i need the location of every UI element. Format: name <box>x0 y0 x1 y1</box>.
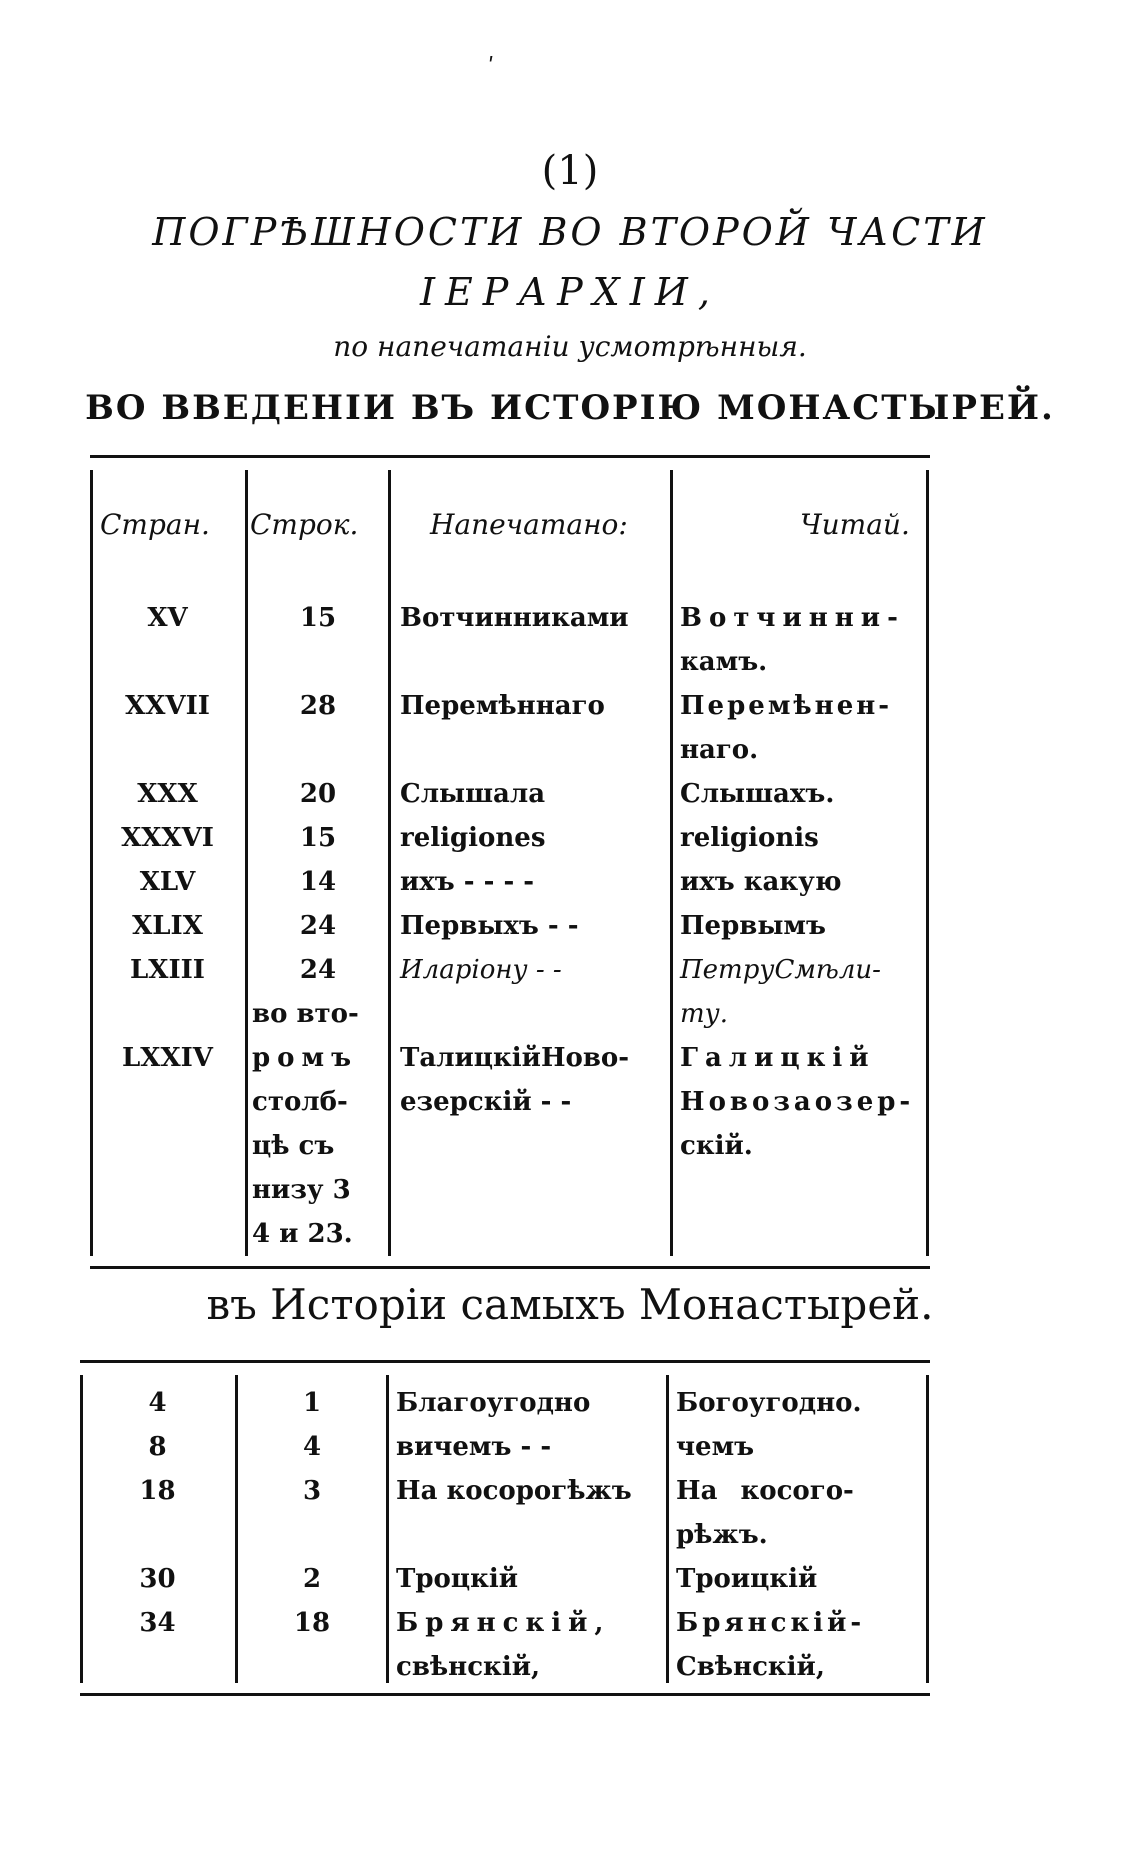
table-row-read: ПетруСмѣли- <box>680 955 881 985</box>
table-row-read-cont: рѣжъ. <box>676 1520 768 1550</box>
table-row-printed: ТалицкiйНово- <box>400 1043 630 1073</box>
table-row-read: Вотчинни- <box>680 603 905 633</box>
table-row-line: 24 <box>299 911 337 941</box>
table-row-page: 30 <box>139 1564 176 1594</box>
table-row-read: Троицкiй <box>676 1564 818 1594</box>
table-row-page: XLIX <box>132 911 203 941</box>
table-row-read-cont: ту. <box>680 999 729 1029</box>
table-row-line-cont: ромъ <box>252 1043 359 1073</box>
table-row-read: Слышахъ. <box>680 779 835 809</box>
table-rule <box>386 1375 389 1683</box>
margin-mark: ʹ <box>488 55 495 80</box>
table-rule <box>670 470 673 1256</box>
table-row-line-cont: столб- <box>252 1087 348 1117</box>
table-row-read: Брянскiй- <box>676 1608 866 1638</box>
table-row-line: 20 <box>299 779 337 809</box>
table-rule <box>926 470 929 1256</box>
table-row-printed: вичемъ - - <box>396 1432 552 1462</box>
table-row-line-cont: 4 и 23. <box>252 1219 353 1249</box>
table-row-line: 15 <box>299 823 337 853</box>
table-row-page: 34 <box>139 1608 176 1638</box>
table-row-printed: ихъ - - - - <box>400 867 535 897</box>
table-row-page: XXVII <box>125 691 210 721</box>
errata-table-monasteries <box>80 1360 930 1696</box>
column-header-page: Стран. <box>100 508 210 541</box>
column-header-printed: Напечатано: <box>430 508 628 541</box>
table-row-read-cont: скiй. <box>680 1131 753 1161</box>
table-row-page: XV <box>147 603 188 633</box>
table-row-page: 4 <box>148 1388 167 1418</box>
table-row-page: 8 <box>148 1432 167 1462</box>
table-row-read: Первымъ <box>680 911 826 941</box>
table-row-page: 18 <box>139 1476 176 1506</box>
errata-table-introduction <box>90 455 930 1269</box>
table-row-line: 1 <box>302 1388 322 1418</box>
table-row-line: 15 <box>299 603 337 633</box>
table-row-printed: Троцкiй <box>396 1564 519 1594</box>
table-row-read-cont: наго. <box>680 735 759 765</box>
section2-heading: въ Исторiи самыхъ Монастырей. <box>206 1280 934 1329</box>
table-row-printed: Благоугодно <box>396 1388 591 1418</box>
table-row-page: XXX <box>137 779 198 809</box>
table-row-read-cont: Свѣнскiй, <box>676 1652 825 1682</box>
page-number: (1) <box>541 148 599 194</box>
table-row-line: во вто- <box>252 999 359 1029</box>
table-row-printed: Вотчинниками <box>400 603 629 633</box>
table-rule <box>388 470 391 1256</box>
table-row-read: Богоугодно. <box>676 1388 862 1418</box>
table-row-page: XLV <box>139 867 196 897</box>
table-row-read: На косого- <box>676 1476 854 1506</box>
table-row-line: 14 <box>299 867 337 897</box>
table-row-page: XXXVI <box>121 823 214 853</box>
table-row-printed: Слышала <box>400 779 546 809</box>
table-row-read: чемъ <box>676 1432 755 1462</box>
table-row-read: ихъ какую <box>680 867 842 897</box>
table-row-line: 2 <box>302 1564 322 1594</box>
table-row-read: Галицкiй <box>680 1043 876 1073</box>
table-row-page: LXIII <box>130 955 205 985</box>
title-line-1: ПОГРѢШНОСТИ ВО ВТОРОЙ ЧАСТИ <box>152 210 988 254</box>
table-row-read-cont: камъ. <box>680 647 768 677</box>
table-row-printed: На косорогѣжъ <box>396 1476 632 1506</box>
section1-heading: ВО ВВЕДЕНIИ ВЪ ИСТОРIЮ МОНАСТЫРЕЙ. <box>85 388 1055 428</box>
title-line-3: по напечатанiи усмотрѣнныя. <box>333 330 807 363</box>
table-row-printed: Иларiону - - <box>400 955 562 985</box>
column-header-read: Читай. <box>800 508 910 541</box>
table-row-printed-cont: свѣнскiй, <box>396 1652 541 1682</box>
table-row-line: 3 <box>302 1476 322 1506</box>
table-row-line: 4 <box>302 1432 322 1462</box>
table-row-printed: Перемѣннаго <box>400 691 605 721</box>
table-row-printed: Первыхъ - - <box>400 911 579 941</box>
table-rule <box>666 1375 669 1683</box>
table-row-printed-cont: езерскiй - - <box>400 1087 572 1117</box>
table-row-printed: Брянскiй, <box>396 1608 611 1638</box>
column-header-line: Строк. <box>250 508 359 541</box>
table-row-line-cont: цѣ съ <box>252 1131 335 1161</box>
table-rule <box>926 1375 929 1683</box>
table-row-line: 28 <box>299 691 337 721</box>
table-row-read-cont: Новозаозер- <box>680 1087 915 1117</box>
table-row-line-cont: низу 3 <box>252 1175 351 1205</box>
table-row-read: Перемѣнен- <box>680 691 893 721</box>
table-row-page: LXXIV <box>122 1043 213 1073</box>
table-row-printed: religiones <box>400 823 546 853</box>
table-row-line: 24 <box>299 955 337 985</box>
table-row-read: religionis <box>680 823 819 853</box>
table-row-line: 18 <box>293 1608 331 1638</box>
title-line-2: IЕРАРХIИ, <box>420 270 720 314</box>
